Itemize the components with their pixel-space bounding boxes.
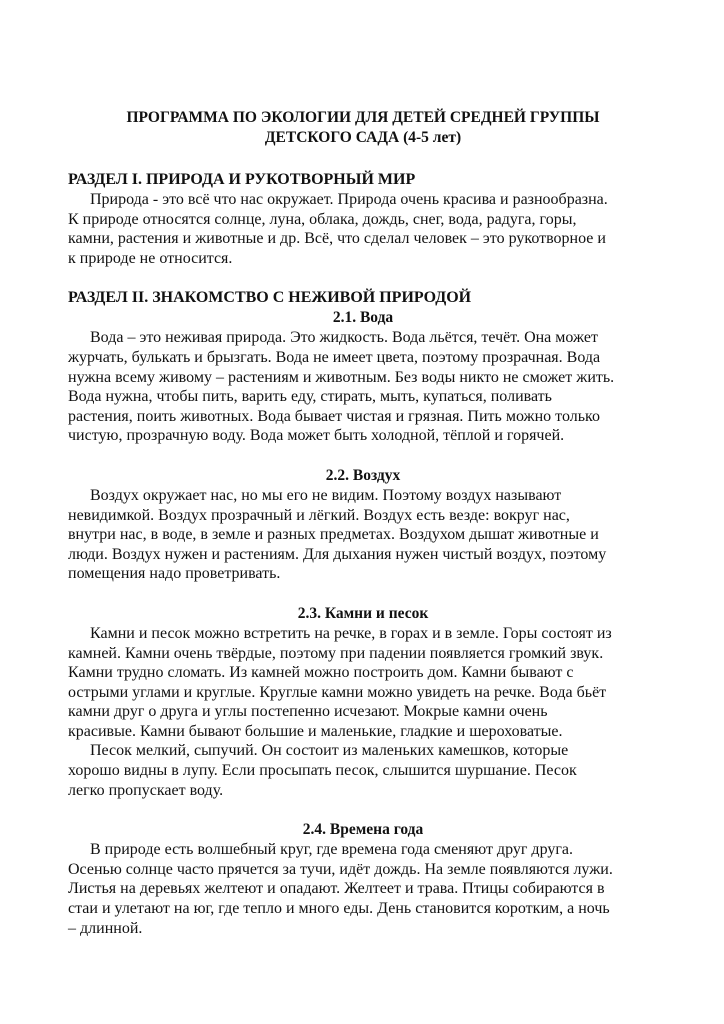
text-line: В природе есть волшебный круг, где времена года сменяют друг друга. bbox=[90, 841, 574, 859]
text-line: Воздух окружает нас, но мы его не видим. Поэтому воздух называют bbox=[90, 486, 562, 504]
subsection-seasons bbox=[68, 820, 658, 938]
text-line: нужна всему живому – растениям и животным. Без воды никто не сможет жить. bbox=[68, 368, 615, 386]
text-line: легко пропускает воду. bbox=[68, 781, 224, 799]
text-line: Камни и песок можно встретить на речке, в горах и в земле. Горы состоят из bbox=[90, 624, 612, 642]
text-line: к природе не относится. bbox=[68, 249, 233, 267]
section-1 bbox=[68, 170, 658, 268]
text-line: чистую, прозрачную воду. Вода может быть холодной, тёплой и горячей. bbox=[68, 427, 565, 445]
text-line: камни друг о друга и углы постепенно исчезают. Мокрые камни очень bbox=[68, 703, 548, 721]
text-line: Осенью солнце часто прячется за тучи, идёт дождь. На земле появляются лужи. bbox=[68, 860, 613, 878]
text-line: стаи и улетают на юг, где тепло и много еды. День становится коротким, а ночь bbox=[68, 900, 610, 918]
subsection-heading: 2.4. Времена года bbox=[302, 821, 424, 839]
section-heading: РАЗДЕЛ II. ЗНАКОМСТВО С НЕЖИВОЙ ПРИРОДОЙ bbox=[68, 289, 472, 307]
text-line: Листья на деревьях желтеют и опадают. Желтеет и трава. Птицы собираются в bbox=[68, 880, 605, 898]
text-line: журчать, булькать и брызгать. Вода не имеет цвета, поэтому прозрачная. Вода bbox=[68, 348, 601, 366]
text-line: острыми углами и круглые. Круглые камни можно увидеть на речке. Вода бьёт bbox=[68, 683, 607, 701]
text-line: Камни трудно сломать. Из камней можно построить дом. Камни бывают с bbox=[68, 664, 574, 682]
text-line: красивые. Камни бывают большие и маленькие, гладкие и шероховатые. bbox=[68, 722, 563, 740]
title-line: ДЕТСКОГО САДА (4-5 лет) bbox=[264, 129, 462, 146]
paragraph bbox=[68, 486, 658, 584]
subsection-heading: 2.2. Воздух bbox=[325, 466, 401, 484]
subsection-heading: 2.3. Камни и песок bbox=[297, 604, 429, 622]
paragraph bbox=[68, 328, 658, 446]
paragraph bbox=[68, 624, 658, 742]
text-line: Вода нужна, чтобы пить, варить еду, стирать, мыть, купаться, поливать bbox=[68, 388, 552, 406]
title-line: ПРОГРАММА ПО ЭКОЛОГИИ ДЛЯ ДЕТЕЙ СРЕДНЕЙ ГРУППЫ bbox=[126, 109, 600, 126]
document-page bbox=[68, 108, 658, 938]
paragraph bbox=[68, 741, 658, 800]
text-line: К природе относятся солнце, луна, облака, дождь, снег, вода, радуга, горы, bbox=[68, 210, 577, 228]
paragraph bbox=[68, 190, 658, 268]
section-2 bbox=[68, 288, 658, 938]
text-line: помещения надо проветривать. bbox=[68, 565, 281, 583]
text-line: – длинной. bbox=[68, 919, 143, 937]
text-line: внутри нас, в воде, в земле и разных предметах. Воздухом дышат животные и bbox=[68, 526, 599, 544]
text-line: Вода – это неживая природа. Это жидкость. Вода льётся, течёт. Она может bbox=[90, 329, 598, 347]
text-line: люди. Воздух нужен и растениям. Для дыхания нужен чистый воздух, поэтому bbox=[68, 545, 607, 563]
subsection-water bbox=[68, 308, 658, 446]
text-line: хорошо видны в лупу. Если просыпать песок, слышится шуршание. Песок bbox=[68, 762, 577, 780]
document-title bbox=[68, 108, 658, 148]
subsection-heading: 2.1. Вода bbox=[332, 309, 394, 327]
text-line: камней. Камни очень твёрдые, поэтому при падении появляется громкий звук. bbox=[68, 644, 604, 662]
text-line: невидимкой. Воздух прозрачный и лёгкий. Воздух есть везде: вокруг нас, bbox=[68, 506, 570, 524]
text-line: растения, поить животных. Вода бывает чистая и грязная. Пить можно только bbox=[68, 407, 600, 425]
text-line: Природа - это всё что нас окружает. Природа очень красива и разнообразна. bbox=[90, 191, 608, 208]
section-heading: РАЗДЕЛ I. ПРИРОДА И РУКОТВОРНЫЙ МИР bbox=[68, 171, 416, 188]
paragraph bbox=[68, 840, 658, 938]
text-line: Песок мелкий, сыпучий. Он состоит из маленьких камешков, которые bbox=[90, 742, 569, 760]
subsection-air bbox=[68, 466, 658, 584]
subsection-stones-sand bbox=[68, 604, 658, 800]
text-line: камни, растения и животные и др. Всё, что сделал человек – это рукотворное и bbox=[68, 230, 606, 248]
